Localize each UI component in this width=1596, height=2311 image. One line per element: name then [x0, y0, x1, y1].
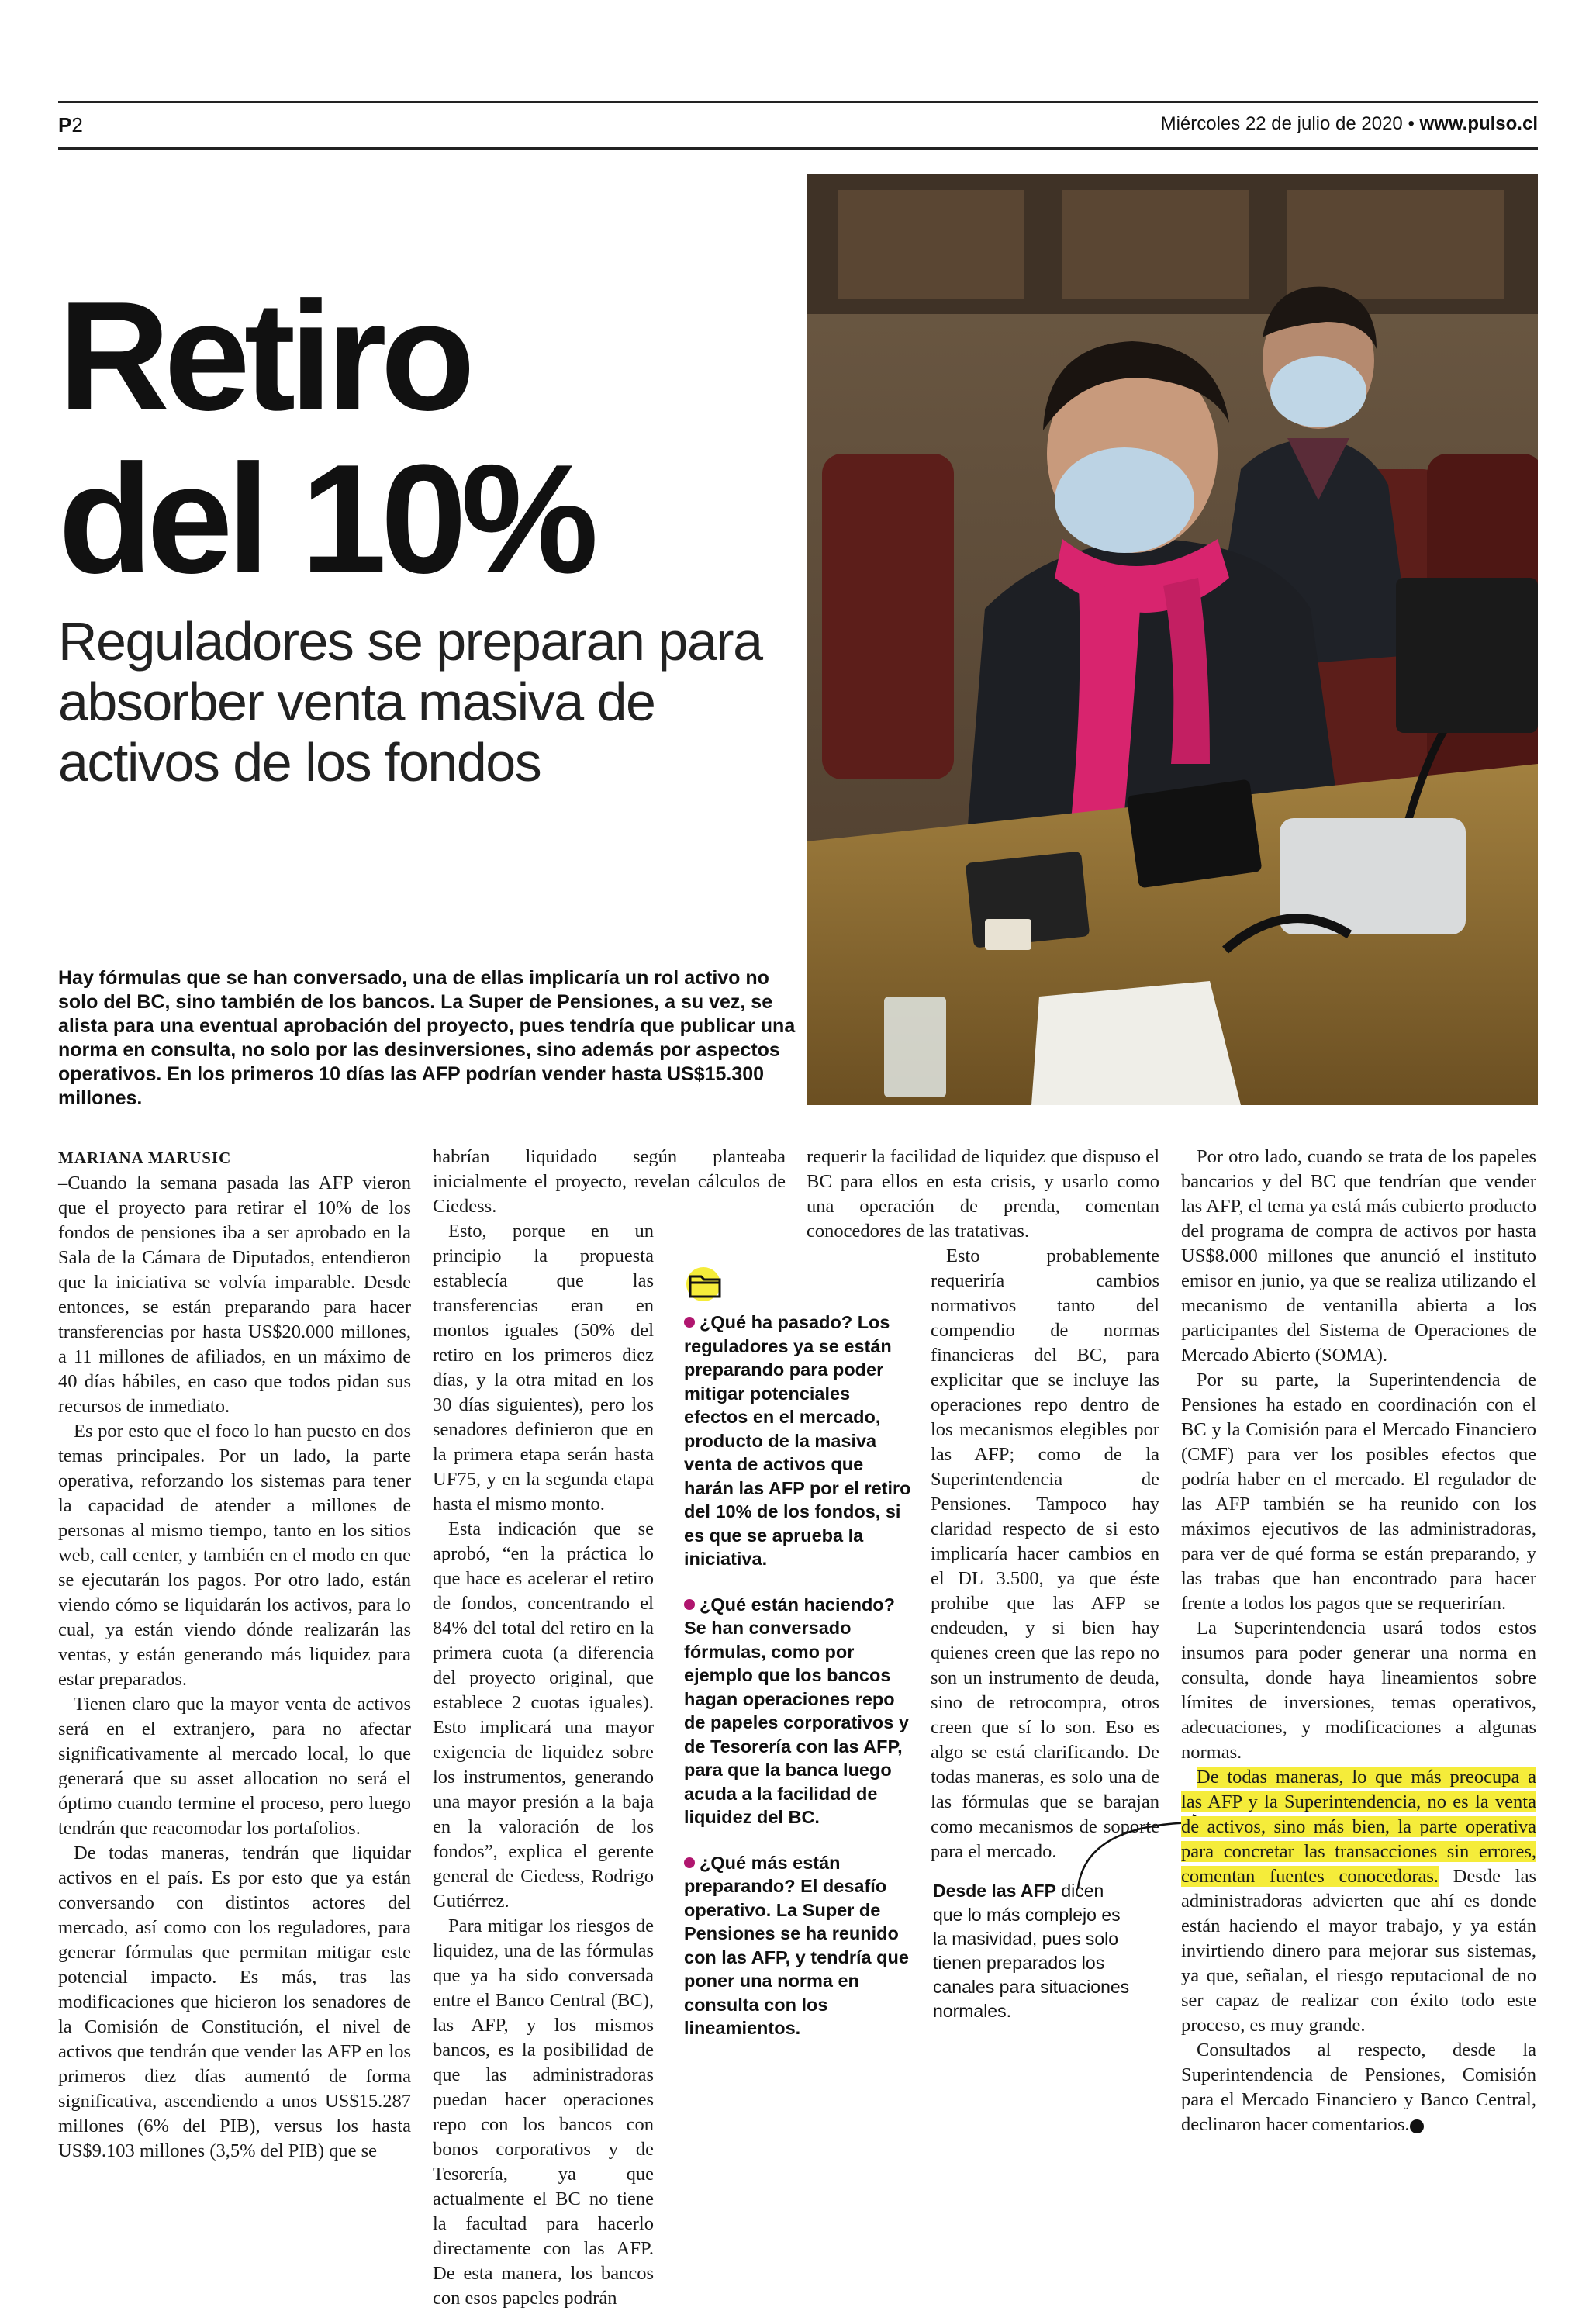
headline: [58, 270, 756, 606]
pull-quote: [933, 1879, 1135, 2023]
paragraph: De todas maneras, tendrán que liquidar activos en el país. Es por esto que ya están conversando con distintos actores del mercado, así como con los reguladores, para generar fórmulas que permitan mitigar este potencial impacto. Es más, tras las modificaciones que hicieron los senadores de la Comisión de Constitución, el nivel de activos que tendrán que vender las AFP en los primeros diez días aumentó de forma significativa, ascendiendo a unos US$15.287 millones (6% del PIB), versus los hasta US$9.103 millones (3,5% del PIB) que se: [58, 1843, 411, 2161]
page-number: 2: [71, 113, 83, 136]
bullet-dot-icon: [684, 1317, 695, 1328]
paragraph: requerir la facilidad de liquidez que dispuso el BC para ellos en esta crisis, y usarlo como una operación de prenda, comentan conocedores de las tratativas.: [807, 1146, 1159, 1242]
paragraph: [1181, 1765, 1536, 2038]
qa-item: [684, 1851, 917, 2040]
qa-question: ¿Qué están haciendo?: [700, 1594, 896, 1615]
paragraph: [1181, 2038, 1536, 2137]
article-column-4: [1181, 1145, 1536, 2137]
paragraph: Esta indicación que se aprobó, “en la práctica lo que hace es acelerar el retiro de fondos, concentrando el 84% del total del retiro en la primera cuota (a diferencia del proyecto original, que establece 2 cuotas iguales). Esto implicará una mayor exigencia de liquidez sobre los instrumentos, generando una mayor presión a la baja en la valoración de los fondos”, explica el gerente general de Ciedess, Rodrigo Gutiérrez.: [433, 1518, 654, 1912]
paragraph: Por otro lado, cuando se trata de los papeles bancarios y del BC que tendrían que vender las AFP, el tema ya está más cubierto producto del programa de compra de activos por hasta US$8.000 millones que anunció el instituto emisor en junio, ya que se realiza utilizando el mecanismo de ventanilla abierta a los participantes del Sistema de Operaciones de Mercado Abierto (SOMA).: [1181, 1146, 1536, 1366]
closing-text: Consultados al respecto, desde la Superintendencia de Pensiones, Comisión para el Mercado Financiero y Banco Central, declinaron hacer comentarios.: [1181, 2040, 1536, 2135]
subheadline: Reguladores se preparan para absorber venta masiva de activos de los fondos: [58, 611, 762, 793]
paragraph: Por su parte, la Superintendencia de Pensiones ha estado en coordinación con el BC y la Comisión para el Mercado Financiero (CMF) para ver los posibles efectos que podría haber en el mercado. El regulador de las AFP también se ha reunido con los máximos ejecutivos de las administradoras, para ver de qué forma se están preparando, y las trabas que han encontrado para hacer frente a todos los pagos que se requerirían.: [1181, 1370, 1536, 1614]
qa-item: [684, 1311, 917, 1571]
paragraph: Esto probablemente requeriría cambios normativos tanto del compendio de normas financieras del BC, para explicitar que se incluye las operaciones repo dentro de los mecanismos elegibles por las AFP; como de la Superintendencia de Pensiones. Tampoco hay claridad respecto de si esto implicaría hacer cambios en el DL 3.500, ya que éste prohibe que las AFP se endeuden, y si bien hay quienes creen que las repo no son un instrumento de deuda, sino de retrocompra, otros creen que sí lo son. Eso es algo se está clarificando. De todas maneras, es solo una de las fórmulas que se barajan como mecanismos de soporte para el mercado.: [931, 1245, 1159, 1862]
article-column-1: [58, 1145, 411, 2164]
pull-quote-lead: Desde las AFP: [933, 1881, 1056, 1901]
paragraph: –Cuando la semana pasada las AFP vieron que el proyecto para retirar el 10% de los fondos de pensiones iba a ser aprobado en la Sala de la Cámara de Diputados, entendieron que la iniciativa se volvía imparable. Desde entonces, se están preparando para hacer transferencias por hasta US$20.000 millones, a 11 millones de afiliados, en un máximo de 40 días hábiles, en caso que todos pidan sus recursos de inmediato.: [58, 1173, 411, 1417]
qa-item: [684, 1593, 917, 1829]
highlighted-text: De todas maneras, lo que más preocupa a las AFP y la Superintendencia, no es la venta de activos, sino más bien, la parte operativa para concretar las transacciones sin errores, comentan fuentes conocedoras.: [1181, 1767, 1536, 1887]
article-photo: [807, 174, 1538, 1105]
qa-answer: Los reguladores ya se están preparando para poder mitigar potenciales efectos en el mercado, producto de la masiva venta de activos que harán las AFP por el retiro del 10% de los fondos, si es que se aprueba la iniciativa.: [684, 1312, 911, 1569]
qa-question: ¿Qué más están preparando?: [684, 1852, 841, 1896]
qa-answer: El desafío operativo. La Super de Pensiones se ha reunido con las AFP, y tendría que poner una norma en consulta con los lineamientos.: [684, 1876, 909, 2038]
header-rule: [58, 147, 1538, 150]
bullet-dot-icon: [684, 1599, 695, 1610]
paragraph: La Superintendencia usará todos estos insumos para poder generar una norma en consulta, donde haya lineamientos sobre límites de inversiones, temas operativos, adecuaciones, y modificaciones a algunas normas.: [1181, 1618, 1536, 1763]
paragraph: Tienen claro que la mayor venta de activos será en el extranjero, para no afectar significativamente al mercado local, lo que generará que su asset allocation no será el óptimo cuando termine el proceso, pero luego tendrán que reacomodar los portafolios.: [58, 1694, 411, 1839]
pull-quote-text: dicen que lo más complejo es la masividad, pues solo tienen preparados los canales para situaciones normales.: [933, 1881, 1130, 2021]
qa-question: ¿Qué ha pasado?: [700, 1312, 853, 1332]
paragraph: Es por esto que el foco lo han puesto en dos temas principales. Por un lado, la parte operativa, reforzando los sistemas para tener la capacidad de atender a millones de personas al mismo tiempo, tanto en los sitios web, call center, y también en el modo en que se ejecutarán los pagos. Por otro lado, están viendo cómo se liquidarán los activos, para lo cual, ya están viendo dónde realizarán las ventas, y están generando más liquidez para estar preparados.: [58, 1421, 411, 1690]
issue-date: Miércoles 22 de julio de 2020: [1160, 113, 1403, 134]
top-rule: [58, 101, 1538, 103]
paragraph-continuation: Desde las administradoras advierten que ahí es donde están haciendo el mayor trabajo, y ya están invirtiendo dinero para mejorar sus sistemas, ya que, señalan, el riesgo reputacional de no ser capaz de realizar con éxito todo este proceso, es muy grande.: [1181, 1866, 1536, 2036]
page-folio: [58, 113, 83, 137]
lead-paragraph: Hay fórmulas que se han conversado, una de ellas implicaría un rol activo no solo del BC, sino también de los bancos. La Super de Pensiones, a su vez, se alista para una eventual aprobación del proyecto, pues tendría que publicar una norma en consulta, no solo por las desinversiones, sino además por aspectos operativos. En los primeros 10 días las AFP podrían vender hasta US$15.300 millones.: [58, 967, 796, 1109]
section-mark: P: [58, 113, 72, 136]
qa-box: [684, 1264, 917, 2062]
headline-line-1: Retiro: [58, 270, 469, 443]
paragraph: Para mitigar los riesgos de liquidez, una de las fórmulas que ya ha sido conversada entre el Banco Central (BC), las AFP, y los mismos bancos, es la posibilidad de que las administradoras puedan hacer operaciones repo con los bancos con bonos corporativos y de Tesorería, ya que actualmente el BC no tiene la facultad para hacerlo directamente con las AFP. De esta manera, los bancos con esos papeles podrán: [433, 1915, 654, 2309]
dateline: [1161, 113, 1538, 135]
paragraph: habrían liquidado según planteaba inicialmente el proyecto, revelan cálculos de Ciedess.: [433, 1146, 786, 1217]
folder-icon: [684, 1264, 729, 1303]
qa-answer: Se han conversado fórmulas, como por ejemplo que los bancos hagan operaciones repo de papeles corporativos y de Tesorería con las AFP, para que la banca luego acuda a la facilidad de liquidez del BC.: [684, 1618, 909, 1827]
end-mark-icon: P: [1410, 2119, 1424, 2133]
bullet-dot-icon: [684, 1857, 695, 1868]
byline: MARIANA MARUSIC: [58, 1149, 232, 1167]
paragraph: Esto, porque en un principio la propuesta establecía que las transferencias eran en montos iguales (50% del retiro en los primeros diez días, y la otra mitad en los 30 días siguientes), pero los senadores definieron que en la primera etapa serán hasta UF75, y en la segunda etapa hasta el mismo monto.: [433, 1221, 654, 1515]
site-url: www.pulso.cl: [1419, 113, 1538, 134]
headline-line-2: del 10%: [58, 433, 592, 606]
date-separator: •: [1402, 113, 1420, 134]
